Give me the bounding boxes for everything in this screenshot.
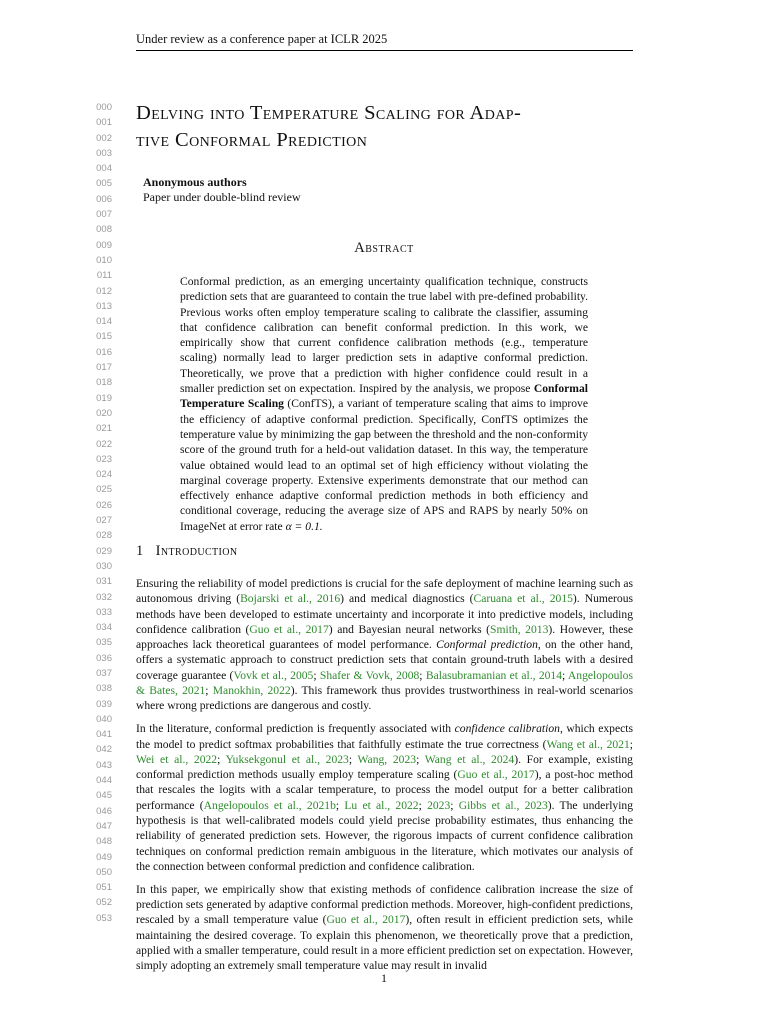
text-run: ; (629, 737, 633, 751)
text-run: ; (313, 668, 320, 682)
abstract-segment: Conformal prediction, as an emerging uncertainty qualification technique, constructs prediction sets that are guaranteed to contain the true label with pre-defined probability. Previous works often employ temperature scaling to calibrate the classifier, assuming that confidence calibration can benefit conformal prediction. In this work, we empirically show that current confidence calibration methods (e.g., temperature scaling) normally lead to larger prediction sets in adaptive conformal prediction. Theoretically, we prove that a prediction with higher confidence could result in a smaller prediction set on expectation. Inspired by the analysis, we propose (180, 275, 588, 396)
paper-title (136, 100, 636, 154)
line-number: 013 (96, 300, 112, 312)
text-run: ). However, these approaches lack theoretical guarantees of model performance. (136, 622, 633, 652)
line-number: 048 (96, 836, 112, 848)
text-run: ; (348, 752, 358, 766)
citation-link[interactable]: Guo et al., 2017 (457, 768, 535, 782)
section-title: Introduction (155, 543, 238, 559)
line-number: 053 (96, 912, 112, 924)
line-number: 017 (96, 362, 112, 374)
author-block (143, 175, 301, 205)
citation-link[interactable]: Lu et al., 2022 (344, 798, 419, 812)
citation-link[interactable]: Yuksekgonul et al., 2023 (225, 752, 349, 766)
text-run: ) and Bayesian neural networks ( (328, 622, 491, 636)
line-number: 047 (96, 820, 112, 832)
line-number: 042 (96, 744, 112, 756)
text-run: ) and medical diagnostics ( (340, 592, 474, 606)
line-number: 023 (96, 453, 112, 465)
citation-link[interactable]: Angelopoulos et al., 2021b (203, 798, 336, 812)
line-number: 010 (96, 254, 112, 266)
line-number: 001 (96, 117, 112, 129)
line-number-gutter (86, 100, 112, 926)
line-number: 000 (96, 102, 112, 113)
citation-link[interactable]: Wang et al., 2024 (424, 752, 515, 766)
line-number: 011 (96, 270, 112, 282)
line-number: 050 (96, 866, 112, 878)
paragraph (136, 576, 633, 714)
text-run: ; (450, 798, 459, 812)
text-run: ; (217, 752, 226, 766)
line-number: 039 (96, 698, 112, 710)
line-number: 031 (96, 576, 112, 588)
citation-link[interactable]: Caruana et al., 2015 (473, 592, 573, 606)
line-number: 007 (96, 209, 112, 221)
text-run: ; (205, 684, 213, 698)
citation-link[interactable]: Balasubramanian et al., 2014 (425, 668, 563, 682)
title-line: tive Conformal Prediction (136, 129, 368, 151)
citation-link[interactable]: Wang et al., 2021 (546, 737, 630, 751)
line-number: 051 (96, 882, 112, 894)
line-number: 035 (96, 637, 112, 649)
line-number: 044 (96, 775, 112, 787)
line-number: 019 (96, 392, 112, 404)
citation-link[interactable]: Gibbs et al., 2023 (458, 798, 548, 812)
introduction-body (136, 576, 633, 981)
line-number: 015 (96, 331, 112, 343)
text-run: , which expects the model to predict softmax probabilities that faithfully estimate the true correctness ( (136, 722, 634, 751)
line-number: 025 (96, 484, 112, 496)
line-number: 046 (96, 805, 112, 817)
paragraph (136, 882, 633, 974)
paragraph (136, 721, 633, 874)
citation-link[interactable]: Angelopoulos & Bates, 2021 (136, 668, 633, 698)
line-number: 002 (96, 132, 112, 144)
text-run: ; (335, 798, 345, 812)
citation-link[interactable]: Bojarski et al., 2016 (240, 592, 341, 606)
line-number: 024 (96, 469, 112, 481)
line-number: 036 (96, 652, 112, 664)
page-number: 1 (381, 971, 387, 985)
line-number: 005 (96, 178, 112, 190)
line-number: 027 (96, 515, 112, 527)
citation-link[interactable]: Wang, 2023 (357, 752, 417, 766)
text-run: Ensuring the reliability of model predictions is crucial for the safe deployment of machine learning such as autonomous driving ( (136, 577, 633, 606)
citation-link[interactable]: Guo et al., 2017 (326, 913, 406, 927)
line-number: 012 (96, 285, 112, 297)
line-number: 043 (96, 759, 112, 771)
citation-link[interactable]: Smith, 2013 (490, 622, 549, 636)
line-number: 033 (96, 606, 112, 618)
text-run: In the literature, conformal prediction is frequently associated with (136, 722, 455, 736)
line-number: 040 (96, 713, 112, 725)
line-number: 029 (96, 545, 112, 557)
citation-link[interactable]: 2023 (427, 798, 451, 812)
line-number: 037 (96, 667, 112, 679)
line-number: 008 (96, 224, 112, 236)
line-number: 028 (96, 530, 112, 542)
line-number: 020 (96, 407, 112, 419)
text-run: ; (562, 668, 568, 682)
section-number: 1 (136, 543, 144, 559)
line-number: 018 (96, 377, 112, 389)
abstract-segment: (ConfTS), a variant of temperature scaling that aims to improve the efficiency of adaptive conformal prediction. Specifically, ConfTS optimizes the temperature value by minimizing the gap between the threshold and the non-conformity score of the ground truth for a held-out validation dataset. In this way, the temperature value obtained would lead to an optimal set of high efficiency without violating the marginal coverage property. Extensive experiments demonstrate that our method can effectively enhance adaptive conformal prediction methods in both efficiency and conditional coverage, reducing the average size of APS and RAPS by nearly 50% on ImageNet at error rate (180, 397, 588, 533)
line-number: 026 (96, 499, 112, 511)
text-run: ). This framework thus provides trustworthiness in real-world scenarios where wrong predictions are dangerous and costly. (136, 684, 633, 713)
emphasis: confidence calibration (454, 722, 560, 736)
abstract-text (180, 274, 588, 534)
citation-link[interactable]: Shafer & Vovk, 2008 (319, 668, 420, 682)
method-name: Conformal Temperature Scaling (180, 382, 588, 411)
line-number: 030 (96, 560, 112, 572)
text-run: ; (418, 798, 428, 812)
emphasis: Conformal prediction (436, 638, 538, 652)
running-header: Under review as a conference paper at ICLR 2025 (136, 32, 633, 51)
text-run: ). The underlying hypothesis is that well-calibrated models could yield precise probability estimates, thus enhancing the reliability of generated prediction sets. However, the rigorous impacts of current confidence calibration techniques on conformal prediction remain ambiguous in the literature, which motivates our analysis of the connection between conformal prediction and confidence calibration. (136, 798, 634, 873)
line-number: 038 (96, 683, 112, 695)
line-number: 021 (96, 423, 112, 435)
title-line: Delving into Temperature Scaling for Adap- (136, 102, 522, 124)
text-run: ), often result in efficient prediction sets, while maintaining the desired coverage. To explain this phenomenon, we theoretically prove that a prediction, applied with a smaller temperature, could result in a more efficient prediction set on expectation. However, simply adopting an extremely small temperature value may result in invalid (136, 913, 633, 973)
line-number: 022 (96, 438, 112, 450)
citation-link[interactable]: Guo et al., 2017 (249, 622, 329, 636)
text-run: In this paper, we empirically show that existing methods of confidence calibration increase the size of prediction sets generated by adaptive conformal prediction methods. Moreover, high-confident predictions, rescaled by a small temperature value ( (136, 882, 633, 927)
line-number: 006 (96, 193, 112, 205)
line-number: 016 (96, 346, 112, 358)
text-run: ). For example, existing conformal prediction methods usually employ temperature scaling ( (136, 752, 633, 782)
line-number: 032 (96, 591, 112, 603)
line-number: 009 (96, 239, 112, 251)
text-run: ; (416, 752, 425, 766)
citation-link[interactable]: Vovk et al., 2005 (233, 668, 314, 682)
line-number: 003 (96, 147, 112, 159)
line-number: 041 (96, 729, 112, 741)
abstract-heading: Abstract (354, 240, 414, 256)
line-number: 004 (96, 163, 112, 175)
text-run: ), a post-hoc method that rescales the logits with a scalar temperature, to process the model output for a better calibration performance ( (136, 768, 633, 812)
line-number: 049 (96, 851, 112, 863)
author-name: Anonymous authors (143, 175, 247, 189)
line-number: 014 (96, 316, 112, 328)
review-note: Paper under double-blind review (143, 190, 301, 204)
text-run: ). Numerous methods have been developed to estimate uncertainty and incorporate it into predictive models, including confidence calibration ( (136, 592, 633, 636)
citation-link[interactable]: Manokhin, 2022 (212, 684, 291, 698)
text-run: , on the other hand, offers a systematic approach to construct prediction sets that contain ground-truth labels with a desired coverage guarantee ( (136, 638, 634, 682)
line-number: 052 (96, 897, 112, 909)
alpha-formula: α = 0.1. (285, 519, 323, 533)
section-heading (136, 543, 238, 560)
citation-link[interactable]: Wei et al., 2022 (136, 752, 218, 766)
line-number: 045 (96, 790, 112, 802)
line-number: 034 (96, 622, 112, 634)
text-run: ; (419, 668, 426, 682)
